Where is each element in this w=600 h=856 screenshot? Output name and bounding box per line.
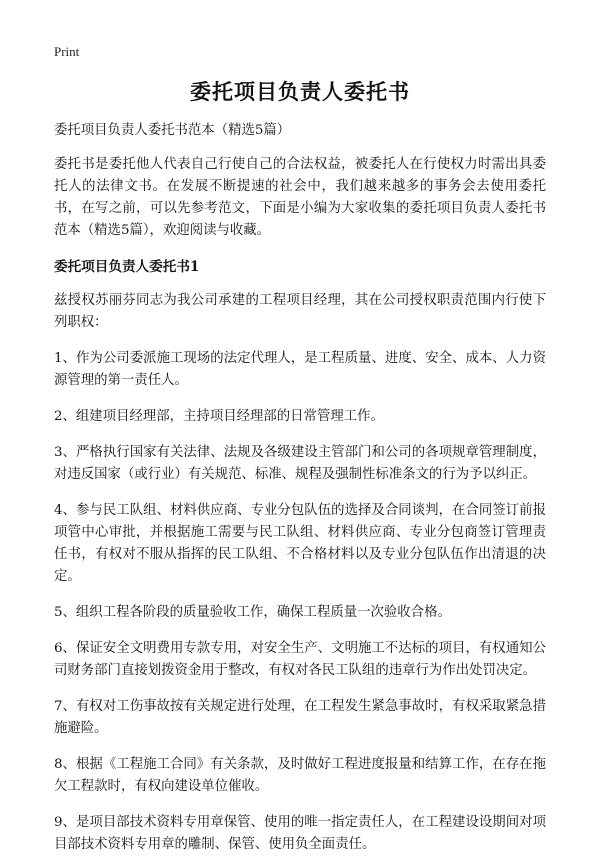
print-label: Print xyxy=(54,44,80,59)
list-item: 2、组建项目经理部，主持项目经理部的日常管理工作。 xyxy=(54,409,384,424)
list-item: 7、有权对工伤事故按有关规定进行处理，在工程发生紧急事故时，有权采取紧急措施避险。 xyxy=(54,699,546,736)
list-item: 6、保证安全文明费用专款专用，对安全生产、文明施工不达标的项目，有权通知公司财务部门直接划拨资金用于整改，有权对各民工队组的违章行为作出处罚决定。 xyxy=(54,641,546,678)
list-item: 3、严格执行国家有关法律、法规及各级建设主管部门和公司的各项规章管理制度，对违反国家（或行业）有关规范、标准、规程及强制性标准条文的行为予以纠正。 xyxy=(54,445,546,482)
list-item: 9、是项目部技术资料专用章保管、使用的唯一指定责任人，在工程建设设期间对项目部技术资料专用章的雕制、保管、使用负全面责任。 xyxy=(54,815,546,852)
list-item: 1、作为公司委派施工现场的法定代理人，是工程质量、进度、安全、成本、人力资源管理的第一责任人。 xyxy=(54,351,546,388)
list-item: 5、组织工程各阶段的质量验收工作，确保工程质量一次验收合格。 xyxy=(54,605,451,620)
document-subtitle: 委托项目负责人委托书范本（精选5篇） xyxy=(54,123,291,138)
intro-paragraph: 委托书是委托他人代表自己行使自己的合法权益，被委托人在行使权力时需出具委托人的法律文书。在发展不断提速的社会中，我们越来越多的事务会去使用委托书，在写之前，可以先参考范文，下面是小编为大家收集的委托项目负责人委托书范本（精选5篇），欢迎阅读与收藏。 xyxy=(54,157,546,238)
list-item: 4、参与民工队组、材料供应商、专业分包队伍的选择及合同谈判，在合同签订前报项管中心审批，并根据施工需要与民工队组、材料供应商、专业分包商签订管理责任书，有权对不服从指挥的民工队组、不合格材料以及专业分包队伍作出清退的决定。 xyxy=(54,503,546,584)
section-lead: 兹授权苏丽芬同志为我公司承建的工程项目经理，其在公司授权职责范围内行使下列职权： xyxy=(54,293,546,330)
document-title: 委托项目负责人委托书 xyxy=(190,79,410,104)
section-heading: 委托项目负责人委托书1 xyxy=(54,259,200,275)
list-item: 8、根据《工程施工合同》有关条款，及时做好工程进度报量和结算工作，在存在拖欠工程款时，有权向建设单位催收。 xyxy=(54,757,546,794)
authority-list xyxy=(54,348,546,856)
